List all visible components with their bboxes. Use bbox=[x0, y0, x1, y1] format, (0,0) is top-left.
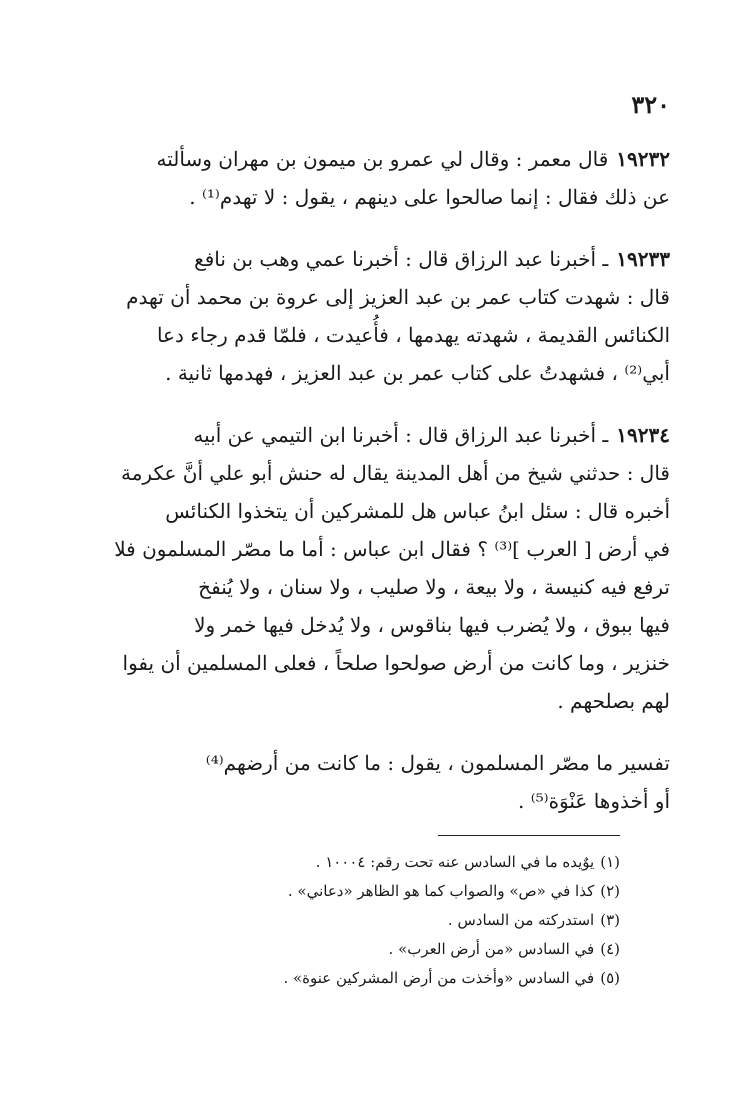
commentary-paragraph bbox=[92, 744, 670, 820]
footnote bbox=[180, 906, 620, 935]
text-line: فيها ببوق ، ولا يُضرب فيها بناقوس ، ولا يُدخل فيها خمر ولا bbox=[194, 613, 670, 637]
line-text: ـ أخبرنا عبد الرزاق قال : أخبرنا عمي وهب بن نافع bbox=[194, 247, 609, 271]
footnote bbox=[180, 848, 620, 877]
main-text bbox=[92, 140, 670, 844]
text-line bbox=[92, 140, 670, 178]
footnote-text: في السادس «وأخذت من أرض المشركين عنوة» . bbox=[283, 969, 595, 987]
footnote-divider bbox=[438, 835, 620, 836]
text-line: عن ذلك فقال : إنما صالحوا على دينهم ، يقول : لا تهدم⁽¹⁾ . bbox=[189, 185, 670, 209]
text-line: أبي⁽²⁾ ، فشهدتُ على كتاب عمر بن عبد العزيز ، فهدمها ثانية . bbox=[165, 361, 670, 385]
text-line: الكنائس القديمة ، شهدته يهدمها ، فأُعيدت ، فلمّا قدم رجاء دعا bbox=[156, 323, 670, 347]
text-line: قال : شهدت كتاب عمر بن عبد العزيز إلى عروة بن محمد أن تهدم bbox=[126, 285, 670, 309]
hadith-paragraph bbox=[92, 416, 670, 720]
hadith-number: ١٩٢٣٢ bbox=[616, 147, 670, 171]
hadith-number: ١٩٢٣٤ bbox=[616, 423, 670, 447]
footnote-number: (٢) bbox=[600, 882, 620, 900]
text-line bbox=[92, 416, 670, 454]
footnote-text: استدركته من السادس . bbox=[447, 911, 595, 929]
page-number: ٣٢٠ bbox=[631, 90, 670, 119]
footnote-number: (٥) bbox=[600, 969, 620, 987]
footnote bbox=[180, 877, 620, 906]
hadith-paragraph bbox=[92, 140, 670, 216]
footnote bbox=[180, 964, 620, 993]
line-text: قال معمر : وقال لي عمرو بن ميمون بن مهران وسألته bbox=[156, 147, 609, 171]
footnote-number: (١) bbox=[600, 853, 620, 871]
footnotes bbox=[180, 848, 620, 993]
footnote-text: في السادس «من أرض العرب» . bbox=[388, 940, 595, 958]
footnote bbox=[180, 935, 620, 964]
text-line: أو أخذوها عَنْوَة⁽⁵⁾ . bbox=[517, 789, 670, 813]
hadith-number: ١٩٢٣٣ bbox=[616, 247, 670, 271]
text-line: قال : حدثني شيخ من أهل المدينة يقال له حنش أبو علي أنَّ عكرمة bbox=[120, 461, 670, 485]
text-line: لهم بصلحهم . bbox=[557, 689, 670, 713]
footnote-text: يوٌيده ما في السادس عنه تحت رقم: ١٠٠٠٤ . bbox=[315, 853, 595, 871]
hadith-paragraph bbox=[92, 240, 670, 392]
text-line: أخبره قال : سئل ابنُ عباس هل للمشركين أن يتخذوا الكنائس bbox=[165, 499, 670, 523]
footnote-text: كذا في «ص» والصواب كما هو الظاهر «دعاني» . bbox=[287, 882, 595, 900]
text-line bbox=[92, 240, 670, 278]
text-line: في أرض [ العرب ]⁽³⁾ ؟ فقال ابن عباس : أما ما مصّر المسلمون فلا bbox=[114, 537, 670, 561]
line-text: ـ أخبرنا عبد الرزاق قال : أخبرنا ابن التيمي عن أبيه bbox=[193, 423, 609, 447]
text-line: تفسير ما مصّر المسلمون ، يقول : ما كانت من أرضهم⁽⁴⁾ bbox=[205, 751, 670, 775]
text-line: خنزير ، وما كانت من أرض صولحوا صلحاً ، فعلى المسلمين أن يفوا bbox=[122, 651, 670, 675]
footnote-number: (٤) bbox=[600, 940, 620, 958]
text-line: ترفع فيه كنيسة ، ولا بيعة ، ولا صليب ، ولا سنان ، ولا يُنفخ bbox=[198, 575, 670, 599]
footnote-number: (٣) bbox=[600, 911, 620, 929]
